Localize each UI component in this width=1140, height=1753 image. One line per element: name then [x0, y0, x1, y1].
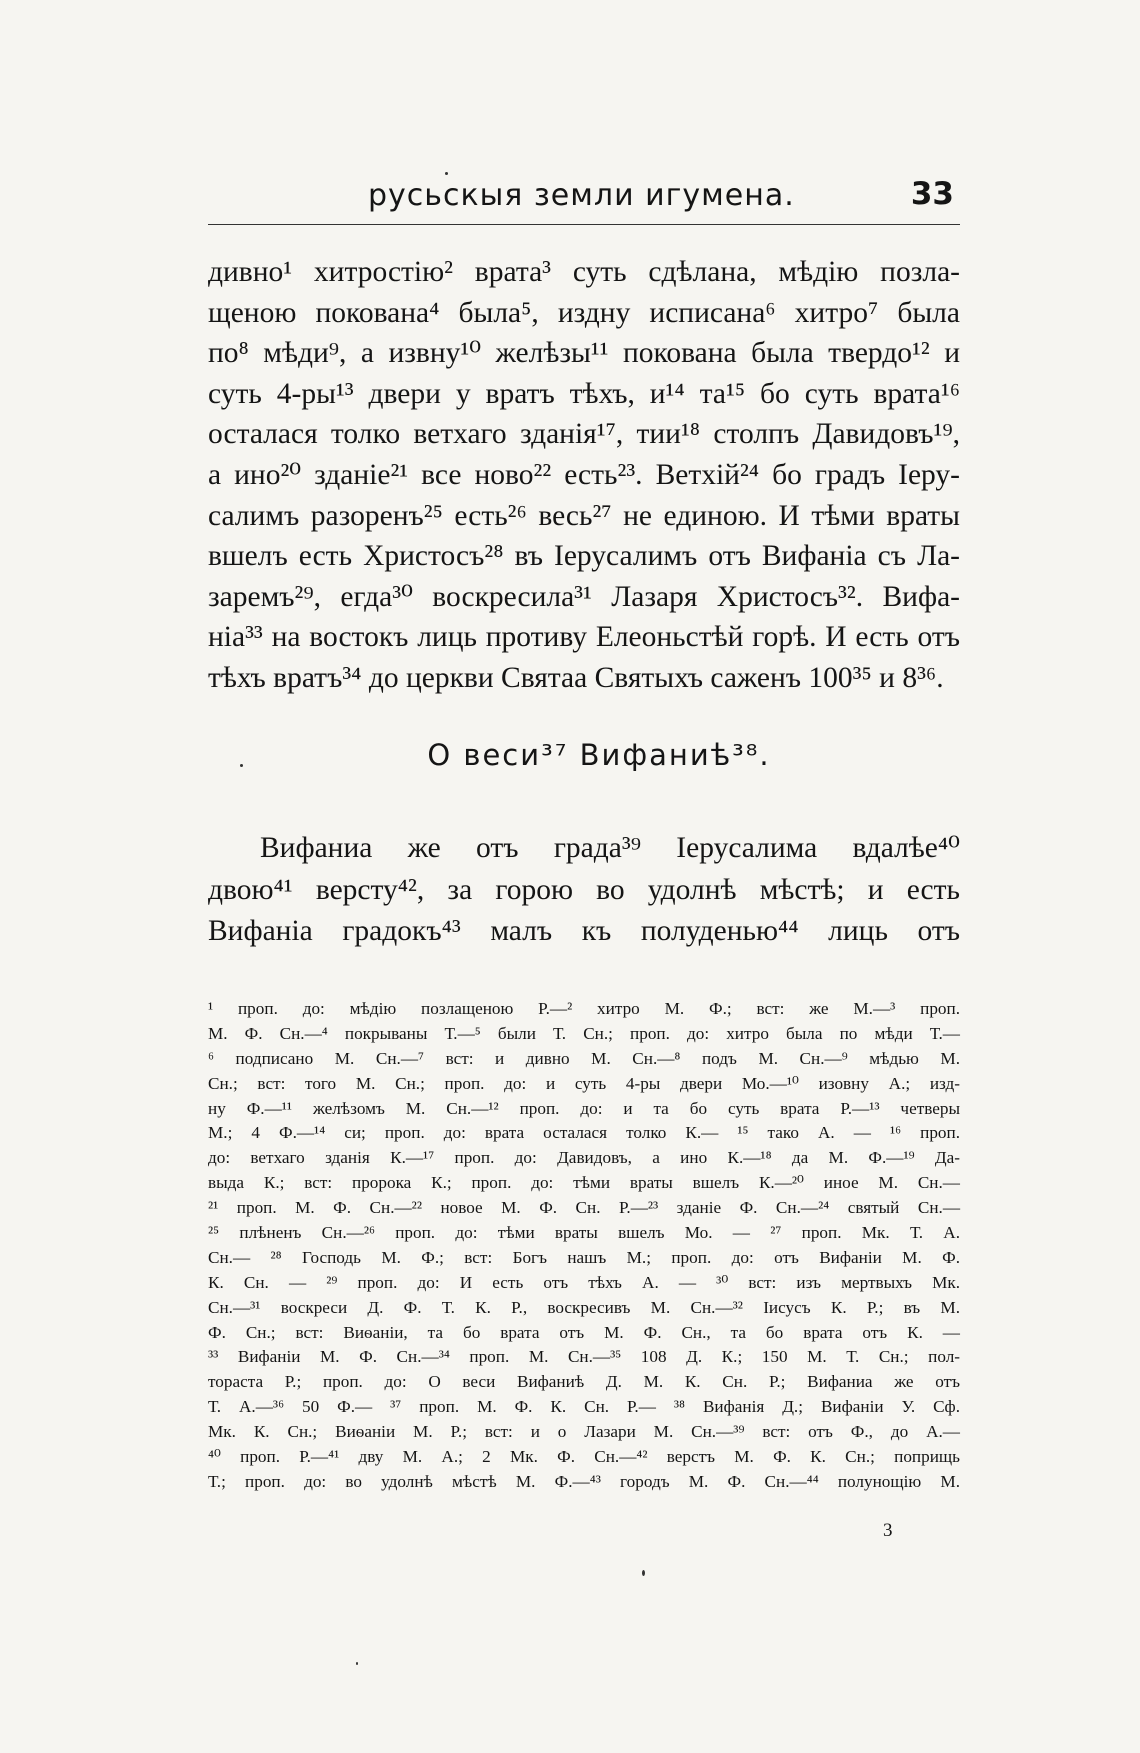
text-line: двою⁴¹ версту⁴², за горою во удолнѣ мѣстѣ; и есть [208, 873, 960, 906]
footnote-line: ну Ф.—¹¹ желѣзомъ М. Сн.—¹² проп. до: и та бо суть врата Р.—¹³ четверы [208, 1098, 960, 1118]
text-line: суть 4-ры¹³ двери у вратъ тѣхъ, и¹⁴ та¹⁵ бо суть врата¹⁶ [208, 377, 960, 410]
main-text [208, 252, 960, 699]
footnote-line: Т. А.—³⁶ 50 Ф.— ³⁷ проп. М. Ф. К. Сн. Р.— ³⁸ Вифанія Д.; Вифаніи У. Сф. [208, 1397, 960, 1417]
footnote-line: М.; 4 Ф.—¹⁴ си; проп. до: врата осталася толко К.— ¹⁵ тако А. — ¹⁶ проп. [208, 1123, 960, 1143]
text-line: щеною покована⁴ была⁵, издну исписана⁶ хитро⁷ была [208, 296, 960, 329]
footnote-line: Сн.— ²⁸ Господь М. Ф.; вст: Богъ нашъ М.; проп. до: отъ Вифаніи М. Ф. [208, 1247, 960, 1267]
footnote-line: М. Ф. Сн.—⁴ покрываны Т.—⁵ были Т. Сн.; проп. до: хитро была по мѣди Т.— [208, 1023, 960, 1043]
footnote-line: ²⁵ плѣненъ Сн.—²⁶ проп. до: тѣми враты вшелъ Мо. — ²⁷ проп. Мк. Т. А. [208, 1223, 960, 1243]
speck [240, 764, 243, 767]
text-line: тѣхъ вратъ³⁴ до церкви Святаа Святыхъ саженъ 100³⁵ и 8³⁶. [208, 661, 944, 694]
footnote-line: К. Сн. — ²⁹ проп. до: И есть отъ тѣхъ А. — ³⁰ вст: изъ мертвыхъ Мк. [208, 1272, 960, 1292]
footnote-line: Мк. К. Сн.; Виѳаніи М. Р.; вст: и о Лазари М. Сн.—³⁹ вст: отъ Ф., до А.— [208, 1422, 960, 1442]
footnotes [208, 997, 960, 1495]
footnote-line: Т.; проп. до: во удолнѣ мѣстѣ М. Ф.—⁴³ городъ М. Ф. Сн.—⁴⁴ полунощію М. [208, 1471, 960, 1491]
text-line: Вифаниа же отъ града³⁹ Іерусалима вдалѣе⁴⁰ [260, 832, 960, 864]
text-line: по⁸ мѣди⁹, а извну¹⁰ желѣзы¹¹ покована была твердо¹² и [208, 337, 960, 370]
page-number: 33 [910, 176, 954, 212]
footnote-line: ¹ проп. до: мѣдію позлащеною Р.—² хитро М. Ф.; вст: же М.—³ проп. [208, 999, 960, 1018]
section-heading-prefix: О веси³⁷ [427, 738, 569, 772]
text-line: ніа³³ на востокъ лиць противу Елеоньстѣй горѣ. И есть отъ [208, 621, 960, 654]
text-line: осталася толко ветхаго зданія¹⁷, тии¹⁸ столпъ Давидовъ¹⁹, [208, 418, 960, 451]
running-title: русьскыя земли игумена. [368, 178, 795, 213]
footnote-line: ⁶ подписано М. Сн.—⁷ вст: и дивно М. Сн.—⁸ подъ М. Сн.—⁹ мѣдью М. [208, 1048, 960, 1068]
section-paragraph [208, 828, 960, 953]
footnote-line: тораста Р.; проп. до: О веси Вифаниѣ Д. М. К. Сн. Р.; Вифаниа же отъ [208, 1372, 960, 1392]
footnote-line: до: ветхаго зданія К.—¹⁷ проп. до: Давидовъ, а ино К.—¹⁸ да М. Ф.—¹⁹ Да- [208, 1148, 960, 1168]
section-heading-word: Вифаниѣ³⁸. [579, 738, 771, 772]
text-line: вшелъ есть Христосъ²⁸ въ Іерусалимъ отъ Вифаніа съ Ла- [208, 540, 960, 573]
text-line: Вифаніа градокъ⁴³ малъ къ полуденью⁴⁴ лиць отъ [208, 915, 960, 947]
signature-mark: 3 [883, 1520, 893, 1541]
footnote-line: ³³ Вифаніи М. Ф. Сн.—³⁴ проп. М. Сн.—³⁵ 108 Д. К.; 150 М. Т. Сн.; пол- [208, 1347, 960, 1367]
speck [356, 1662, 358, 1665]
text-line: а ино²⁰ зданіе²¹ все ново²² есть²³. Ветхій²⁴ бо градъ Іеру- [208, 458, 960, 491]
text-line: салимъ разоренъ²⁵ есть²⁶ весь²⁷ не единою. И тѣми враты [208, 499, 960, 532]
footnote-line: Ф. Сн.; вст: Виѳаніи, та бо врата отъ М. Ф. Сн., та бо врата отъ К. — [208, 1322, 960, 1342]
footnote-line: ⁴⁰ проп. Р.—⁴¹ дву М. А.; 2 Мк. Ф. Сн.—⁴² верстъ М. Ф. К. Сн.; поприщь [208, 1447, 960, 1467]
running-header [208, 178, 960, 225]
footnote-line: Сн.; вст: того М. Сн.; проп. до: и суть 4-ры двери Мо.—¹⁰ изовну А.; изд- [208, 1073, 960, 1093]
footnote-line: выда К.; вст: пророка К.; проп. до: тѣми враты вшелъ К.—²⁰ иное М. Сн.— [208, 1173, 960, 1193]
speck [445, 172, 448, 175]
section-heading [208, 738, 960, 772]
text-line: дивно¹ хитростію² врата³ суть сдѣлана, мѣдію позла- [208, 256, 960, 288]
footnote-line: Сн.—³¹ воскреси Д. Ф. Т. К. Р., воскресивъ М. Сн.—³² Іисусъ К. Р.; въ М. [208, 1297, 960, 1317]
footnote-line: ²¹ проп. М. Ф. Сн.—²² новое М. Ф. Сн. Р.—²³ зданіе Ф. Сн.—²⁴ святый Сн.— [208, 1198, 960, 1218]
speck [642, 1570, 645, 1576]
text-line: заремъ²⁹, егда³⁰ воскресила³¹ Лазаря Христосъ³². Вифа- [208, 580, 960, 613]
